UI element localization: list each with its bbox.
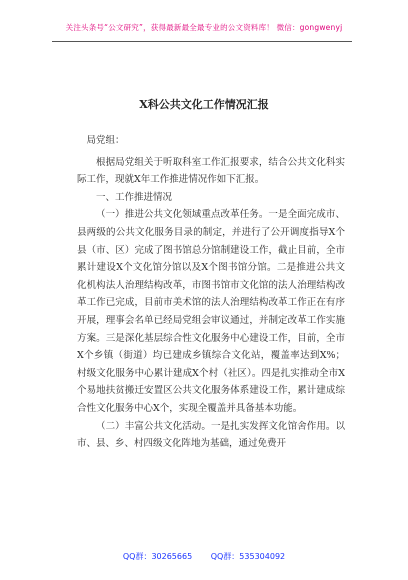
paragraph-reform: （一）推进公共文化领域重点改革任务。一是全面完成市、县两级的公共文化服务目录的制定，并进行了公开调度指导X个县（市、区）完成了图书馆总分馆制建设工作，截止目前，全市累计建设X个文化馆分馆以及X个图书馆分馆。二是推进公共文化机构法人治理结构改革，市图书馆市文化馆的法人治理结构改革工作已完成，目前市美术馆的法人治理结构改革工作正在有序开展，理事会名单已经局党组会审议通过，并制定改革工作实施方案。三是深化基层综合性文化服务中心建设工作，目前，全市X个乡镇（街道）均已建成乡镇综合文化站，覆盖率达到X%；村级文化服务中心累计建成X个村（社区）。四是扎实推动全市X个易地扶贫搬迁安置区公共文化服务体系建设工作，累计建成综合性文化服务中心X个，实现全覆盖并具备基本功能。 (77, 209, 345, 414)
footer (0, 551, 408, 562)
footer-qq-group-1: QQ群：30265665 (122, 552, 193, 561)
header-notice: 关注头条号“公文研究”，获得最新最全最专业的公文资料库！ 微信：gongwenyj (65, 23, 343, 32)
document-body (77, 132, 345, 453)
document-title: X科公共文化工作情况汇报 (139, 98, 269, 111)
paragraph-activities: （二）丰富公共文化活动。一是扎实发挥文化馆舍作用。以市、县、乡、村四级文化阵地为基础，通过免费开 (77, 420, 345, 450)
header-divider (52, 41, 352, 42)
salutation: 局党组： (86, 135, 125, 146)
paragraph-intro: 根据局党组关于听取科室工作汇报要求，结合公共文化科实际工作，现就X年工作推进情况作如下汇报。 (77, 156, 345, 186)
section-heading: 一、工作推进情况 (96, 191, 173, 203)
footer-qq-group-2: QQ群：535304092 (210, 552, 286, 561)
